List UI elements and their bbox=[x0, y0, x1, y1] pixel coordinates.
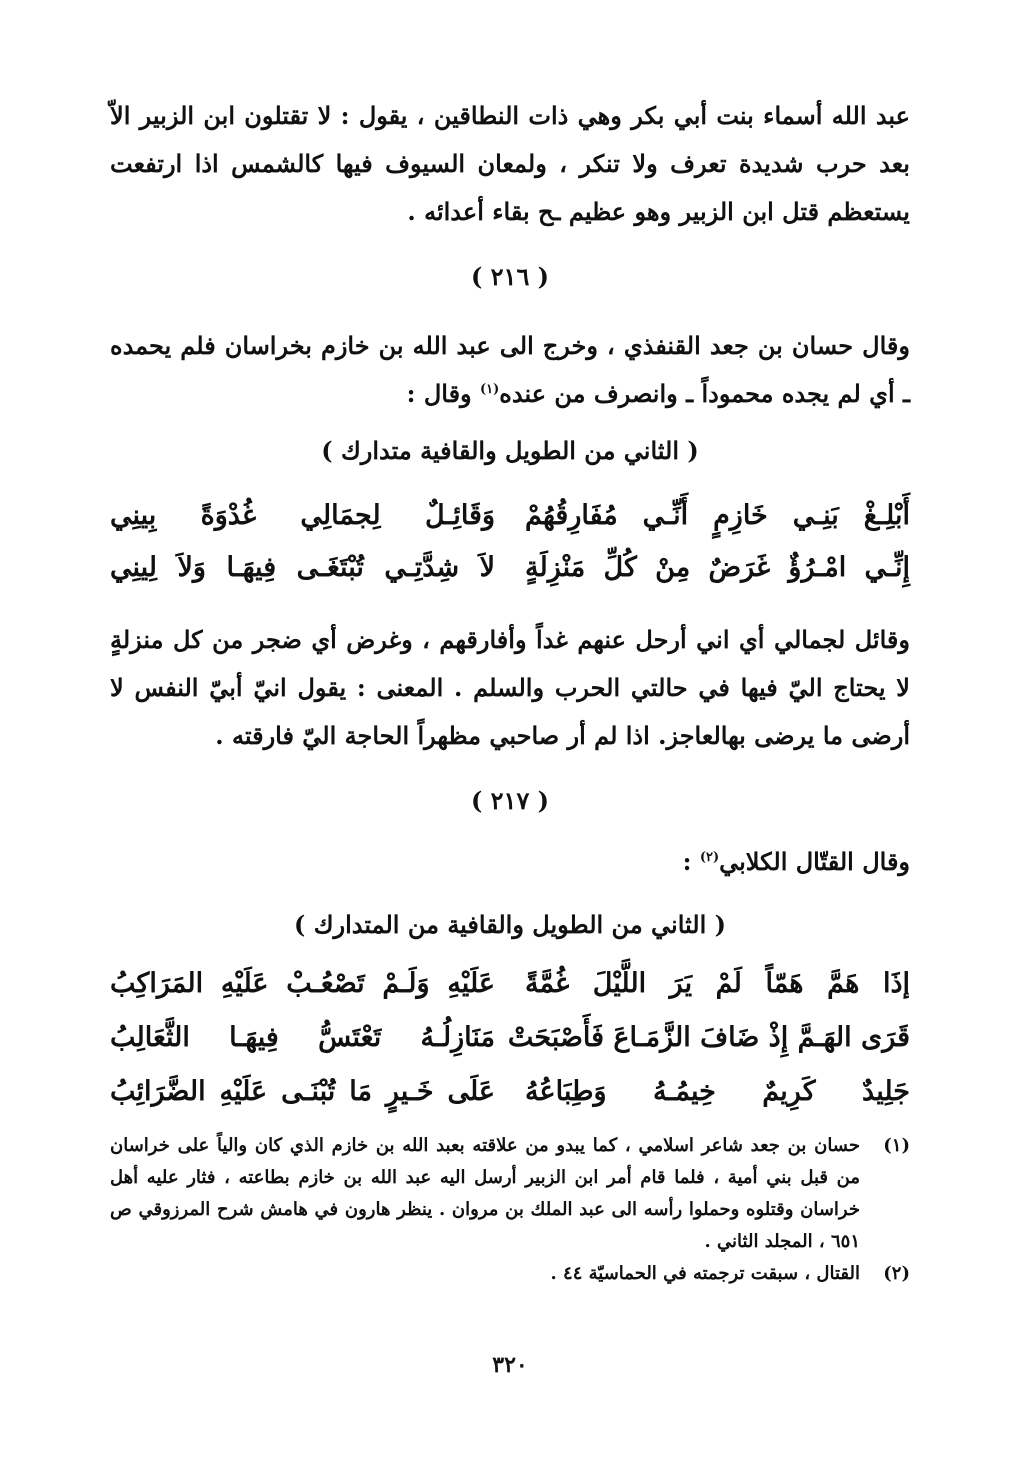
verse-line bbox=[110, 1076, 910, 1126]
verse-line bbox=[110, 500, 910, 550]
verse-first-hemistich: إِنِّـي امْـرُؤٌ غَرَضٌ مِنْ كُلِّ مَنْزِلَةٍ bbox=[525, 552, 910, 583]
verse-second-hemistich: عَلَى خَـيرٍ مَا تُبْنَـى عَلَيْهِ الضَّرَائِبُ bbox=[110, 1076, 495, 1107]
footnote-number: (٢) bbox=[883, 1263, 910, 1284]
footnotes bbox=[110, 1130, 910, 1290]
footnote-ref-1[interactable]: (١) bbox=[480, 382, 500, 397]
verse-second-hemistich: لاَ شِدَّتِـي تُبْتَغَـى فِيهَـا وَلاَ لِينِي bbox=[110, 552, 495, 583]
footnote-ref-2[interactable]: (٢) bbox=[699, 850, 720, 865]
meter-note-216: ( الثاني من الطويل والقافية متدارك ) bbox=[321, 436, 699, 465]
verse-second-hemistich: مَنَازِلُـهُ تَعْتَسُّ فِيهَـا الثَّعَالِبُ bbox=[110, 1022, 495, 1053]
verse-second-hemistich: عَلَيْهِ وَلَـمْ تَصْعُـبْ عَلَيْهِ المَرَاكِبُ bbox=[110, 968, 495, 999]
footnote-1 bbox=[110, 1130, 910, 1258]
footnote-number: (١) bbox=[883, 1135, 910, 1156]
verse-first-hemistich: إذَا هَمَّ هَمّاً لَمْ يَرَ اللَّيْلَ غُمَّةً bbox=[525, 968, 910, 999]
section-number-217: ( ٢١٧ ) bbox=[470, 786, 550, 815]
verse-first-hemistich: أَبْلِـغْ بَنِـي خَازِمٍ أَنِّـي مُفَارِقُهُمْ bbox=[525, 500, 910, 531]
section-216-intro bbox=[110, 322, 910, 418]
section-217-intro-text: وقال القتّال الكلابي bbox=[719, 847, 910, 876]
verse-first-hemistich: جَلِيدٌ كَرِيمٌ خِيمُـهُ وَطِبَاعُهُ bbox=[525, 1076, 910, 1107]
section-216-intro-text: وقال حسان بن جعد القنفذي ، وخرج الى عبد الله بن خازم بخراسان فلم يحمده ـ أي لم يجده محموداً ـ وانصرف من عنده bbox=[110, 331, 910, 408]
page-number: ٣٢٠ bbox=[492, 1352, 528, 1378]
section-216-intro-tail: وقال : bbox=[406, 379, 480, 408]
section-number-216: ( ٢١٦ ) bbox=[470, 262, 550, 291]
footnote-text: حسان بن جعد شاعر اسلامي ، كما يبدو من علاقته بعبد الله بن خازم الذي كان والياً على خراسان من قبل بني أمية ، فلما قام أمر ابن الزبير أرسل اليه عبد الله بن خازم بطاعته ، فثار عليه أهل خراسان وقتلوه وحملوا رأسه الى عبد الملك بن مروان . ينظر هارون في هامش شرح المرزوقي ص ٦٥١ ، المجلد الثاني . bbox=[110, 1135, 860, 1252]
section-217-intro-tail: : bbox=[682, 847, 700, 876]
meter-note-217: ( الثاني من الطويل والقافية من المتدارك ) bbox=[294, 910, 726, 939]
verse-first-hemistich: قَرَى الهَـمَّ إِذْ ضَافَ الزَّمَـاعَ فَأَصْبَحَتْ bbox=[507, 1022, 910, 1053]
verse-line bbox=[110, 968, 910, 1018]
footnote-text: القتال ، سبقت ترجمته في الحماسيّة ٤٤ . bbox=[550, 1263, 860, 1284]
verse-line bbox=[110, 552, 910, 602]
section-217-intro bbox=[110, 838, 910, 886]
verse-line bbox=[110, 1022, 910, 1072]
footnote-2 bbox=[110, 1258, 910, 1290]
intro-paragraph: عبد الله أسماء بنت أبي بكر وهي ذات النطاقين ، يقول : لا تقتلون ابن الزبير الاّ بعد حرب شديدة تعرف ولا تنكر ، ولمعان السيوف فيها كالشمس اذا ارتفعت يستعظم قتل ابن الزبير وهو عظيم ـح بقاء أعدائه . bbox=[110, 101, 910, 226]
commentary-paragraph: وقائل لجمالي أي اني أرحل عنهم غداً وأفارقهم ، وغرض أي ضجر من كل منزلةٍ لا يحتاج اليّ فيها في حالتي الحرب والسلم . المعنى : يقول انيّ أبيّ النفس لا أرضى ما يرضى بهالعاجز. اذا لم أر صاحبي مظهراً الحاجة اليّ فارقته . bbox=[110, 625, 910, 750]
verse-second-hemistich: وَقَائِـلٌ لِجمَالِي غُدْوَةً بِينِي bbox=[110, 500, 495, 531]
